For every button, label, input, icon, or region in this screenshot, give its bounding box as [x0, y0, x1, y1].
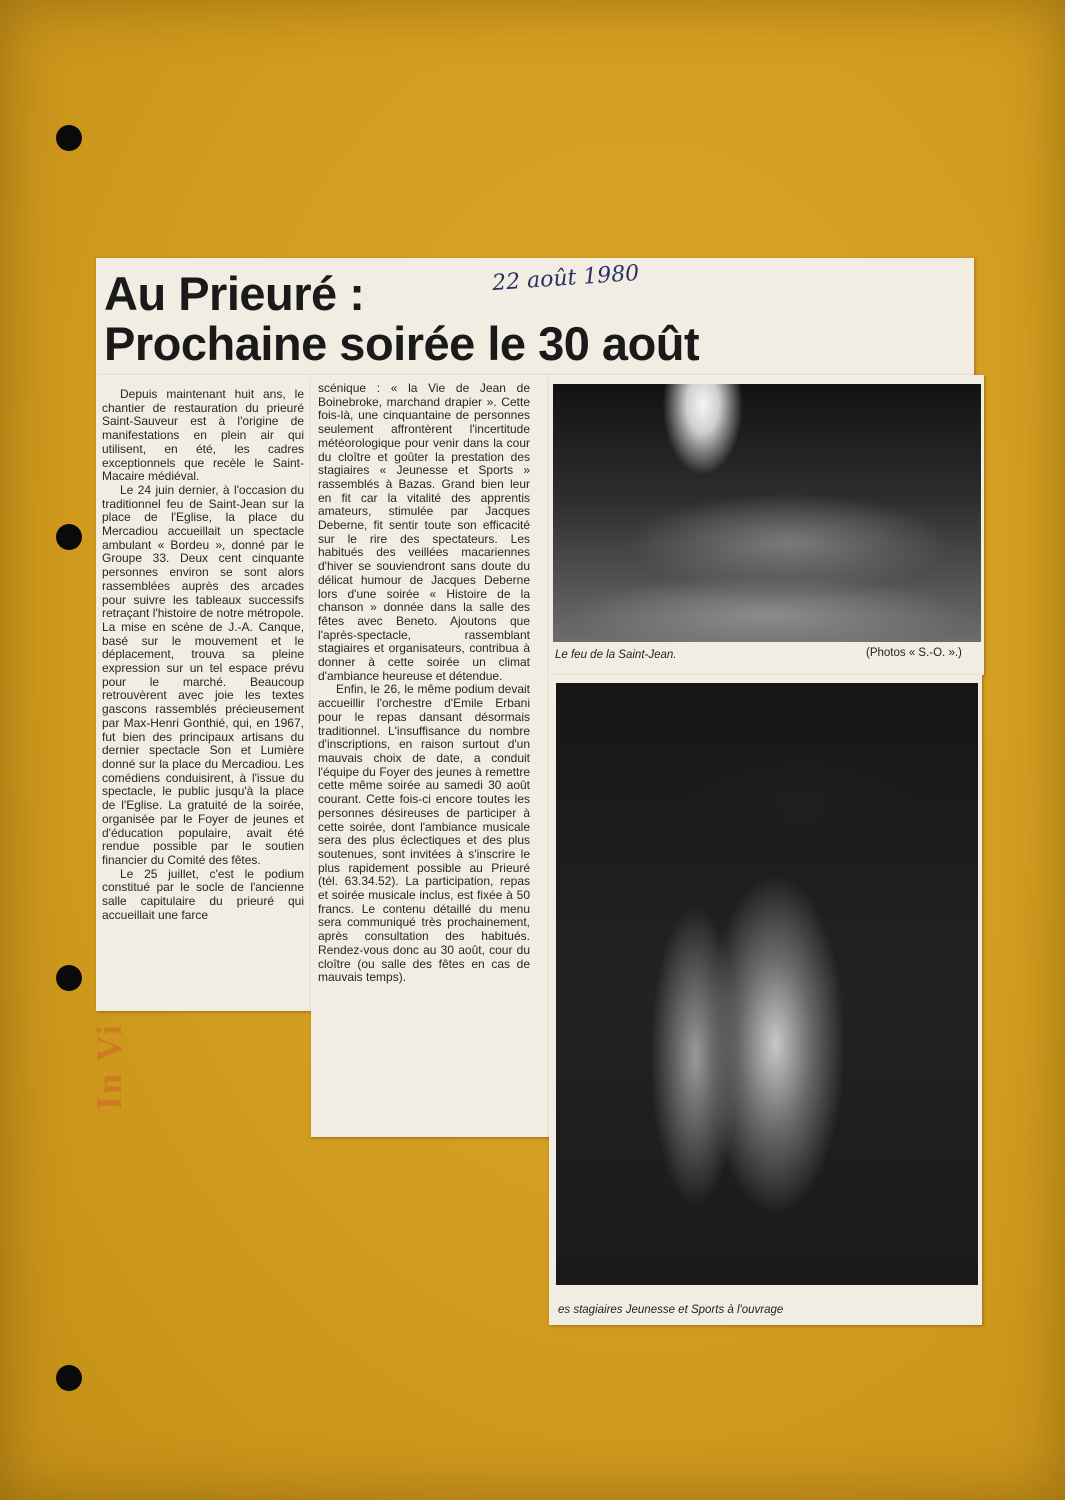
handwritten-date: 22 août 1980: [491, 260, 641, 297]
photo1-caption: Le feu de la Saint-Jean.: [555, 649, 677, 661]
paragraph: scénique : « la Vie de Jean de Boinebroke, marchand drapier ». Cette fois-là, une cinquantaine de personnes seulement affrontèrent l'incertitude météorologique pour venir dans la cour du cloître et goûter la prestation des stagiaires « Jeunesse et Sports » rassemblés à Bazas. Grand bien leur en fit car la vitalité des apprentis amateurs, stimulée par Jacques Deberne, fit sentir toute son efficacité sur le rire des spectateurs. Les habitués des veillées macariennes d'hiver se souviendront sans doute du délicat humour de Jacques Deberne lors d'une soirée « Histoire de la chanson » donnée dans la salle des fêtes avec Beneto. Ajoutons que l'après-spectacle, rassemblant stagiaires et organisateurs, contribua à donner à cette soirée un climat d'ambiance heureuse et détendue.: [318, 381, 530, 683]
photo-bonfire-crowd: [553, 384, 981, 642]
paragraph: Depuis maintenant huit ans, le chantier de restauration du prieuré Saint-Sauveur est à l'origine de manifestations en plein air qui utilisent, en été, les cadres exceptionnels que recèle le Saint-Macaire médiéval.: [102, 387, 304, 484]
headline-line1: Au Prieuré :: [104, 267, 365, 320]
photo-actors-stage: [556, 683, 978, 1285]
archive-stamp-watermark: In Vi: [89, 1022, 129, 1110]
punch-hole-bottom: [56, 1365, 82, 1391]
punch-hole-lower-middle: [56, 965, 82, 991]
headline-line2: Prochaine soirée le 30 août: [104, 317, 700, 370]
photo-credit: (Photos « S.-O. ».): [866, 647, 962, 659]
article-column-1: [102, 388, 304, 922]
punch-hole-top: [56, 125, 82, 151]
paragraph: Le 25 juillet, c'est le podium constitué par le socle de l'ancienne salle capitulaire du prieuré qui accueillait une farce: [102, 866, 304, 922]
punch-hole-upper-middle: [56, 524, 82, 550]
paragraph: Enfin, le 26, le même podium devait accueillir l'orchestre d'Emile Erbani pour le repas dansant désormais traditionnel. L'insuffisance du nombre d'inscriptions, en raison surtout d'un mauvais choix de date, a conduit l'équipe du Foyer des jeunes à remettre cette même soirée au samedi 30 août courant. Cette fois-ci encore toutes les personnes désireuses de participer à cette soirée, dont l'ambiance musicale sera des plus éclectiques et des plus soutenues, sont invitées à s'inscrire le plus rapidement possible au Prieuré (tél. 63.34.52). La participation, repas et soirée musicale inclus, est fixée à 50 francs. Le contenu détaillé du menu sera communiqué très prochainement, après consultation des habitués. Rendez-vous donc au 30 août, cour du cloître (ou salle des fêtes en cas de mauvais temps).: [318, 682, 530, 985]
article-column-2: [318, 382, 530, 985]
paragraph: Le 24 juin dernier, à l'occasion du traditionnel feu de Saint-Jean sur la place de l'Eglise, la place du Mercadiou accueillait un spectacle ambulant « Bordeu », donné par le Groupe 33. Deux cent cinquante personnes environ se sont alors rassemblées auprès des arcades pour suivre les tableaux successifs retraçant l'histoire de notre métropole. La mise en scène de J.-A. Canque, basé sur le mouvement et le déplacement, trouva sa pleine expression sur un tel espace prévu pour le marché. Beaucoup retrouvèrent avec joie les textes gascons rassemblés précieusement par Max-Henri Gonthié, qui, en 1967, fut bien des principaux artisans du dernier spectacle Son et Lumière donné sur la place du Mercadiou. Les comédiens conduisirent, à l'issue du spectacle, le public jusqu'à la place de l'Eglise. La gratuité de la soirée, organisée par le Foyer de jeunes et d'éducation populaire, avait été rendue possible par le soutien financier du Comité des fêtes.: [102, 482, 304, 867]
photo2-caption: es stagiaires Jeunesse et Sports à l'ouvrage: [558, 1304, 784, 1316]
